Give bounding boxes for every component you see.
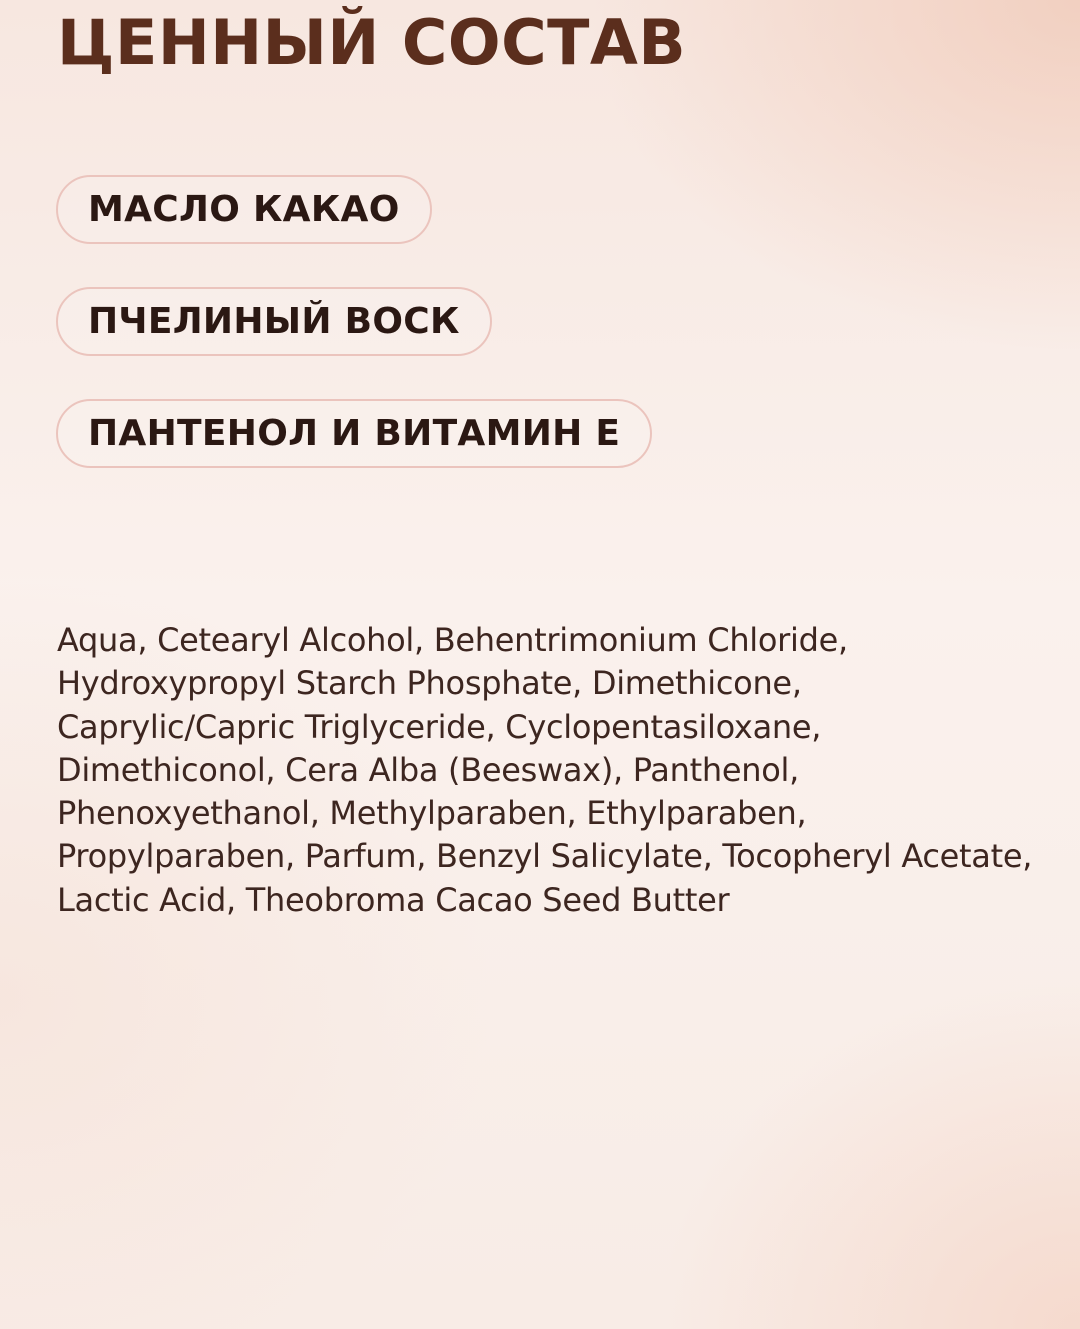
ingredient-pill-panthenol-vitamin-e: [56, 399, 652, 468]
key-ingredients-list: [56, 175, 652, 511]
ingredient-pill-beeswax: [56, 287, 492, 356]
ingredient-pill-label: МАСЛО КАКАО: [88, 189, 400, 230]
ingredient-pill-cocoa-butter: [56, 175, 432, 244]
ingredients-list-text: Aqua, Cetearyl Alcohol, Behentrimonium Chloride, Hydroxypropyl Starch Phosphate, Dimethicone, Caprylic/Capric Triglyceride, Cyclopentasiloxane, Dimethiconol, Cera Alba (Beeswax), Panthenol, Phenoxyethanol, Methylparaben, Ethylparaben, Propylparaben, Parfum, Benzyl Salicylate, Tocopheryl Acetate, Lactic Acid, Theobroma Cacao Seed Butter: [57, 621, 1033, 919]
ingredient-pill-label: ПАНТЕНОЛ И ВИТАМИН Е: [88, 413, 621, 454]
ingredient-pill-label: ПЧЕЛИНЫЙ ВОСК: [88, 301, 460, 342]
page-title: ЦЕННЫЙ СОСТАВ: [57, 6, 687, 79]
